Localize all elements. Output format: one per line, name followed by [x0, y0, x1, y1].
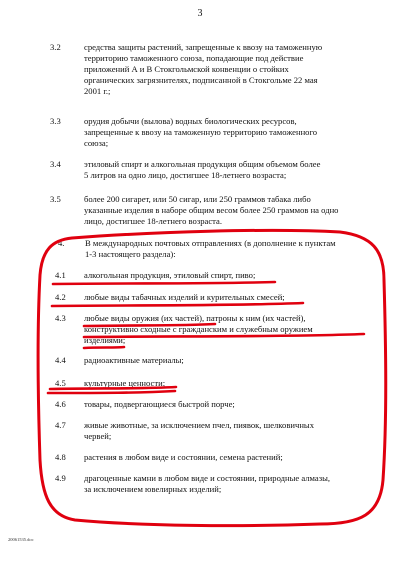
red-underline-4-1	[53, 282, 275, 284]
item-number: 4.5	[55, 378, 66, 388]
item-number: 4.9	[55, 473, 66, 483]
item-line: 1-3 настоящего раздела):	[85, 249, 176, 259]
item-line: союза;	[84, 138, 109, 148]
item-line: приложений А и В Стокгольмской конвенции о стойких	[84, 64, 289, 74]
item-number: 4.4	[55, 355, 66, 365]
page-number: 3	[197, 8, 203, 19]
item-line: конструктивно сходные с гражданским и служебным оружием	[84, 324, 313, 334]
item-line: этиловый спирт и алкогольная продукция общим объемом более	[84, 159, 321, 169]
item-line: за исключением ювелирных изделий;	[84, 484, 222, 494]
item-line: изделиями;	[84, 335, 126, 345]
item-line: В международных почтовых отправлениях (в дополнение к пунктам	[85, 238, 336, 248]
item-number: 4.8	[55, 452, 66, 462]
item-line: указанные изделия в наборе общим весом более 250 граммов на одно	[84, 205, 339, 215]
list-item-3-3	[50, 116, 390, 150]
list-item-4-2	[55, 292, 390, 304]
item-number: 4.7	[55, 420, 66, 430]
item-number: 4.2	[55, 292, 66, 302]
item-line: органических загрязнителях, подписанной в Стокгольме 22 мая	[84, 75, 318, 85]
item-line: 2001 г.;	[84, 86, 111, 96]
list-item-4-4	[55, 355, 390, 367]
item-line: территорию таможенного союза, попадающие под действие	[84, 53, 304, 63]
item-number: 4.1	[55, 270, 66, 280]
red-underline-4-3-c	[84, 347, 124, 348]
item-line: алкогольная продукция, этиловый спирт, пиво;	[84, 270, 256, 280]
item-line: запрещенные к ввозу на таможенную территорию таможенного	[84, 127, 318, 137]
item-line: товары, подвергающиеся быстрой порче;	[84, 399, 235, 409]
item-line: 5 литров на одно лицо, достигшее 18-летнего возраста;	[84, 170, 287, 180]
item-line: лицо, достигшее 18-летнего возраста.	[84, 216, 222, 226]
item-number: 4.6	[55, 399, 66, 409]
item-number: 4.3	[55, 313, 66, 323]
list-item-4	[58, 238, 393, 260]
list-item-4-1	[55, 270, 390, 282]
item-line: живые животные, за исключением пчел, пиявок, шелковичных	[84, 420, 314, 430]
item-number: 3.2	[50, 42, 61, 52]
item-line: растения в любом виде и состоянии, семена растений;	[84, 452, 283, 462]
document-filename: 20061535.doc	[8, 537, 34, 542]
list-item-4-5	[55, 378, 390, 390]
list-item-4-6	[55, 399, 390, 411]
item-line: драгоценные камни в любом виде и состоянии, природные алмазы,	[84, 473, 331, 483]
list-item-3-2	[50, 42, 390, 98]
item-line: орудия добычи (вылова) водных биологических ресурсов,	[84, 116, 297, 126]
item-number: 3.3	[50, 116, 61, 126]
item-line: более 200 сигарет, или 50 сигар, или 250 граммов табака либо	[84, 194, 311, 204]
item-line: средства защиты растений, запрещенные к ввозу на таможенную	[84, 42, 323, 52]
list-item-4-3	[55, 313, 390, 347]
item-number: 3.5	[50, 194, 61, 204]
red-underline-4-5-b	[48, 391, 175, 393]
list-item-3-5	[50, 194, 395, 228]
item-line: любые виды оружия (их частей), патроны к ним (их частей),	[84, 313, 306, 323]
item-line: радиоактивные материалы;	[84, 355, 184, 365]
item-line: культурные ценности;	[84, 378, 166, 388]
item-line: любые виды табачных изделий и курительных смесей;	[84, 292, 285, 302]
item-line: червей;	[84, 431, 112, 441]
list-item-4-8	[55, 452, 390, 464]
item-number: 4.	[58, 238, 65, 248]
list-item-3-4	[50, 159, 390, 181]
item-number: 3.4	[50, 159, 61, 169]
list-item-4-9	[55, 473, 390, 495]
list-item-4-7	[55, 420, 390, 442]
